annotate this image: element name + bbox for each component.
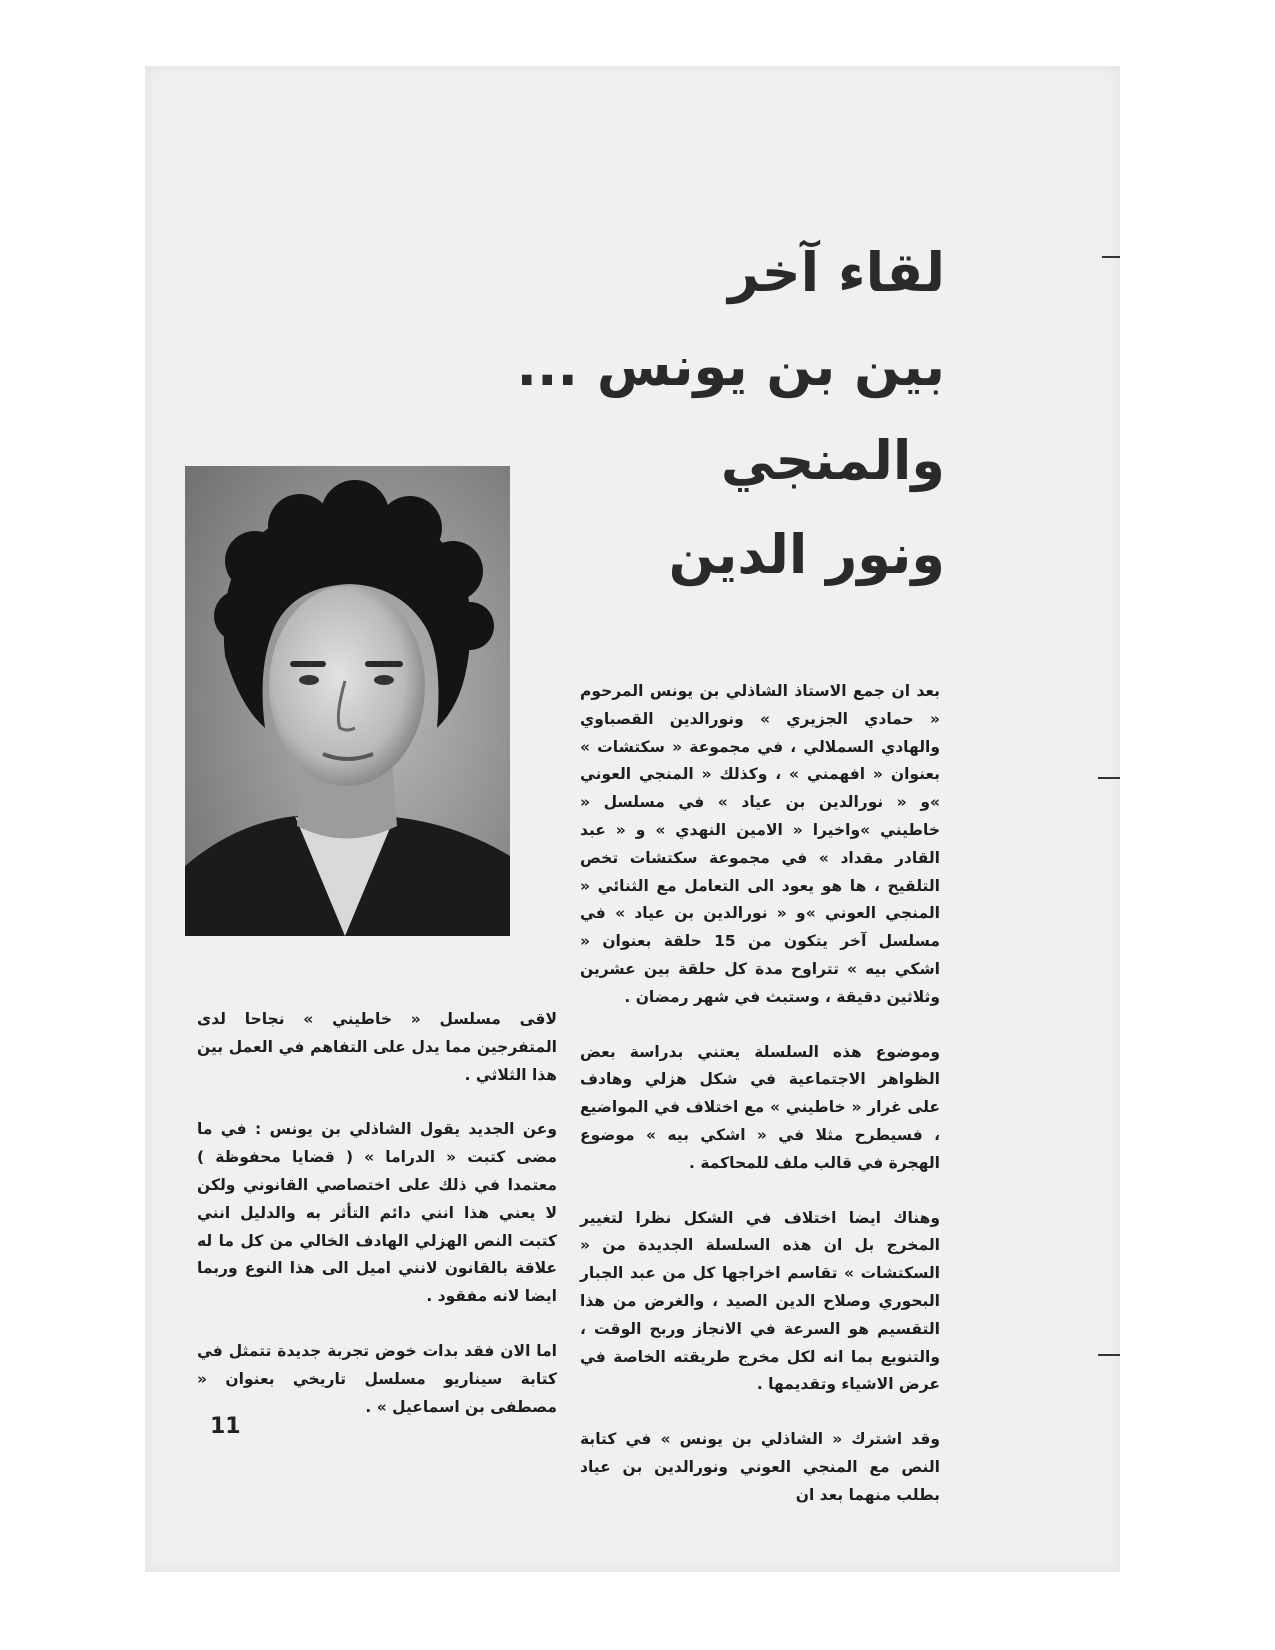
title-line: والمنجي (720, 429, 945, 492)
title-line: بين بن يونس ... (516, 335, 945, 398)
portrait-photo (185, 466, 510, 936)
article-body-left (197, 1006, 557, 1448)
paragraph: لاقى مسلسل « خاطيني » نجاحا لدى المتفرجين مما يدل على التفاهم في العمل بين هذا الثلاثي . (197, 1010, 557, 1084)
page-edge-mark (1098, 1354, 1120, 1356)
paragraph: بعد ان جمع الاستاذ الشاذلي بن يونس المرحوم « حمادي الجزيري » ونورالدين القصباوي والهادي السملالي ، في مجموعة « سكتشات » بعنوان « افهمني » ، وكذلك « المنجي العوني »و « نورالدين بن عياد » في مسلسل « خاطيني »واخيرا « الامين النهدي » و « عبد القادر مقداد » في مجموعة سكتشات تخص التلقيح ، ها هو يعود الى التعامل مع الثنائي « المنجي العوني »و « نورالدين بن عياد » في مسلسل آخر يتكون من 15 حلقة بعنوان « اشكي بيه » تتراوح مدة كل حلقة بين عشرين وثلاثين دقيقة ، وستبث في شهر رمضان . (580, 682, 940, 1006)
title-line: ونور الدين (668, 523, 945, 586)
article-body-right (580, 678, 940, 1537)
page-edge-mark (1102, 256, 1120, 258)
title-line: لقاء آخر (728, 241, 945, 304)
paragraph: اما الان فقد بدات خوض تجربة جديدة تتمثل في كتابة سيناريو مسلسل تاريخي بعنوان « مصطفى بن اسماعيل » . (197, 1341, 557, 1416)
paragraph: وقد اشترك « الشاذلي بن يونس » في كتابة النص مع المنجي العوني ونورالدين بن عياد بطلب منهما بعد ان (580, 1430, 940, 1504)
magazine-page (145, 66, 1120, 1572)
page-number: 11 (210, 1414, 241, 1439)
paragraph: وعن الجديد يقول الشاذلي بن يونس : في ما مضى كتبت « الدراما » ( قضايا محفوظة ) معتمدا في ذلك على اختصاصي القانوني ولكن لا يعني هذا انني دائم التأثر به والدليل انني كتبت النص الهزلي الهادف الخالي من كل ما له علاقة بالقانون لانني اميل الى هذا النوع وربما ايضا لانه مفقود . (197, 1120, 557, 1306)
page-edge-mark (1098, 777, 1120, 779)
article-title (485, 226, 945, 602)
paragraph: وموضوع هذه السلسلة يعتني بدراسة بعض الظواهر الاجتماعية في شكل هزلي وهادف على غرار « خاطيني » مع اختلاف في المواضيع ، فسيطرح مثلا في « اشكي بيه » موضوع الهجرة في قالب ملف للمحاكمة . (580, 1042, 940, 1172)
paragraph: وهناك ايضا اختلاف في الشكل نظرا لتغيير المخرج بل ان هذه السلسلة الجديدة من « السكتشات » تقاسم اخراجها كل من عبد الجبار البحوري وصلاح الدين الصيد ، والغرض من هذا التقسيم هو السرعة في الانجاز وربح الوقت ، والتنويع بما انه لكل مخرج طريقته الخاصة في عرض الاشياء وتقديمها . (580, 1208, 940, 1394)
